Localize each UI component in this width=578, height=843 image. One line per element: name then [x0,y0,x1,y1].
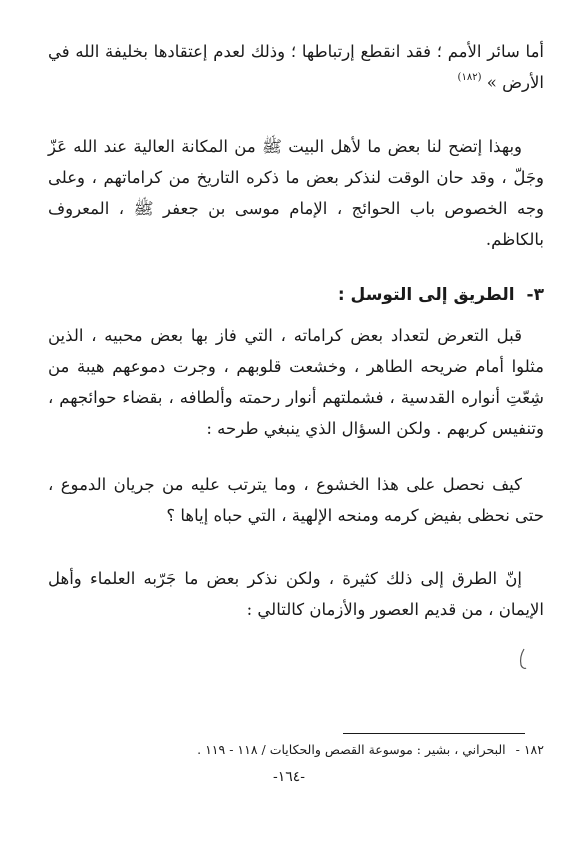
section-title: الطريق إلى التوسل : [337,285,515,305]
paragraph-continuation [48,36,544,101]
paragraph-methods [48,563,544,625]
paragraph-karamat-intro [48,320,544,444]
paragraph-ahl-al-bayt [48,131,544,255]
paragraph-text: أما سائر الأمم ؛ فقد انقطع إرتباطها ؛ وذلك لعدم إعتقادها بخليفة الله في الأرض » [48,42,544,92]
section-number: ٣- [526,285,544,305]
footnote-text: البحراني ، بشير : موسوعة القصص والحكايات / ١١٨ - ١١٩ . [197,742,506,757]
paragraph-question [48,469,544,531]
paragraph-text: إنّ الطرق إلى ذلك كثيرة ، ولكن نذكر بعض ما جَرّبه العلماء وأهل الإيمان ، من قديم العصور والأزمان كالتالي : [48,569,544,619]
footnote-reference: (١٨٢) [457,72,482,83]
stray-mark-glyph [518,648,527,670]
footnote [48,740,544,760]
page-number: -١٦٤- [272,769,306,785]
footnote-separator [343,733,525,734]
paragraph-text: وبهذا إتضح لنا بعض ما لأهل البيت ﷺ من المكانة العالية عند الله عَزّ وجَلّ ، وقد حان الوقت لنذكر بعض ما ذكره التاريخ من كراماتهم ، وعلى وجه الخصوص باب الحوائج ، الإمام موسى بن جعفر ﷺ ، المعروف بالكاظم. [48,137,544,249]
section-heading [338,281,544,309]
paragraph-text: قبل التعرض لتعداد بعض كراماته ، التي فاز بها بعض محبيه ، الذين مثلوا أمام ضريحه الطاهر ، وخشعت قلوبهم ، وجرت دموعهم هيبة من شِعّتِ أنواره القدسية ، فشملتهم أنوار رحمته وألطافه ، بقضاء حوائجهم ، وتنفيس كربهم . ولكن السؤال الذي ينبغي طرحه : [48,326,544,438]
paragraph-text: كيف نحصل على هذا الخشوع ، وما يترتب عليه من جريان الدموع ، حتى نحظى بفيض كرمه ومنحه الإلهية ، التي حباه إياها ؟ [48,475,544,525]
footnote-number: ١٨٢ - [515,742,544,757]
